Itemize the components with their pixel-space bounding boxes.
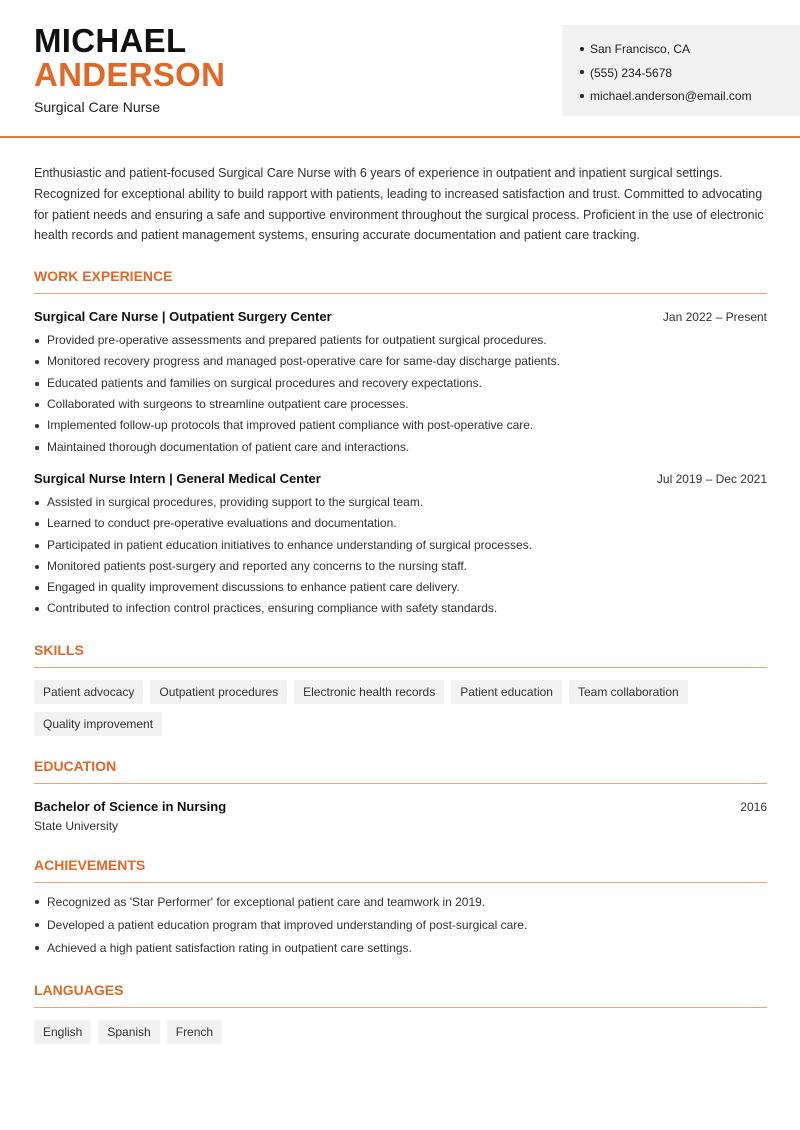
achievements-section [34,857,767,960]
education-section [34,758,767,833]
list-item: Monitored recovery progress and managed post-operative care for same-day discharge patients. [34,351,767,372]
bullet-icon [580,94,584,98]
job-bullets [34,330,767,458]
work-section [34,268,767,620]
section-title-work: WORK EXPERIENCE [34,268,767,294]
resume-body [34,163,767,1044]
skill-chip: Quality improvement [34,712,162,736]
last-name: ANDERSON [34,56,226,93]
language-chip: Spanish [98,1020,159,1044]
skill-chip: Patient advocacy [34,680,143,704]
job-bullets [34,492,767,620]
section-title-skills: SKILLS [34,642,767,668]
first-name: MICHAEL [34,22,187,59]
language-chip: French [167,1020,222,1044]
candidate-name [34,24,225,92]
skill-chip: Electronic health records [294,680,444,704]
job-entry-dates: Jan 2022 – Present [662,310,767,325]
job-title: Surgical Care Nurse [34,99,161,115]
skill-chips [34,680,767,736]
contact-email [580,85,800,109]
summary: Enthusiastic and patient-focused Surgical Care Nurse with 6 years of experience in outpatient and inpatient surgical settings. Recognized for exceptional ability to build rapport with patients, leading to increased satisfaction and trust. Committed to advocating for patient needs and ensuring a safe and supportive environment throughout the surgical process. Proficient in the use of electronic health records and patient management systems, ensuring accurate documentation and patient care tracking. [34,166,764,243]
job-entry [34,471,767,620]
list-item: Maintained thorough documentation of patient care and interactions. [34,437,767,458]
list-item: Achieved a high patient satisfaction rating in outpatient care settings. [34,937,767,960]
section-title-education: EDUCATION [34,758,767,784]
job-entry-dates: Jul 2019 – Dec 2021 [656,471,767,486]
list-item: Developed a patient education program that improved understanding of post-surgical care. [34,914,767,937]
achievement-list [34,891,767,960]
list-item: Participated in patient education initiatives to enhance understanding of surgical processes. [34,535,767,556]
list-item: Monitored patients post-surgery and reported any concerns to the nursing staff. [34,556,767,577]
degree: Bachelor of Science in Nursing [34,798,227,814]
contact-location [580,38,800,62]
list-item: Learned to conduct pre-operative evaluations and documentation. [34,513,767,534]
resume-header [0,0,800,138]
bullet-icon [580,47,584,51]
school: State University [34,818,119,833]
contact-phone [580,62,800,86]
job-entry-title: Surgical Nurse Intern | General Medical Center [34,470,321,486]
languages-section [34,982,767,1044]
language-chip: English [34,1020,91,1044]
job-entry-title: Surgical Care Nurse | Outpatient Surgery Center [34,309,332,325]
graduation-year: 2016 [740,799,767,814]
list-item: Recognized as 'Star Performer' for exceptional patient care and teamwork in 2019. [34,891,767,914]
section-title-achievements: ACHIEVEMENTS [34,857,767,883]
language-chips [34,1020,767,1044]
list-item: Engaged in quality improvement discussions to enhance patient care delivery. [34,577,767,598]
location-text: San Francisco, CA [590,42,691,56]
section-title-languages: LANGUAGES [34,982,767,1008]
job-entry [34,309,767,458]
list-item: Collaborated with surgeons to streamline outpatient care processes. [34,394,767,415]
email-text: michael.anderson@email.com [590,89,752,103]
contact-box [562,25,800,116]
list-item: Provided pre-operative assessments and prepared patients for outpatient surgical procedures. [34,330,767,351]
skills-section [34,642,767,736]
skill-chip: Patient education [451,680,562,704]
list-item: Contributed to infection control practices, ensuring compliance with safety standards. [34,598,767,619]
list-item: Implemented follow-up protocols that improved patient compliance with post-operative care. [34,415,767,436]
skill-chip: Outpatient procedures [150,680,287,704]
bullet-icon [580,70,584,74]
phone-text: (555) 234-5678 [590,65,673,80]
list-item: Assisted in surgical procedures, providing support to the surgical team. [34,492,767,513]
list-item: Educated patients and families on surgical procedures and recovery expectations. [34,373,767,394]
skill-chip: Team collaboration [569,680,688,704]
